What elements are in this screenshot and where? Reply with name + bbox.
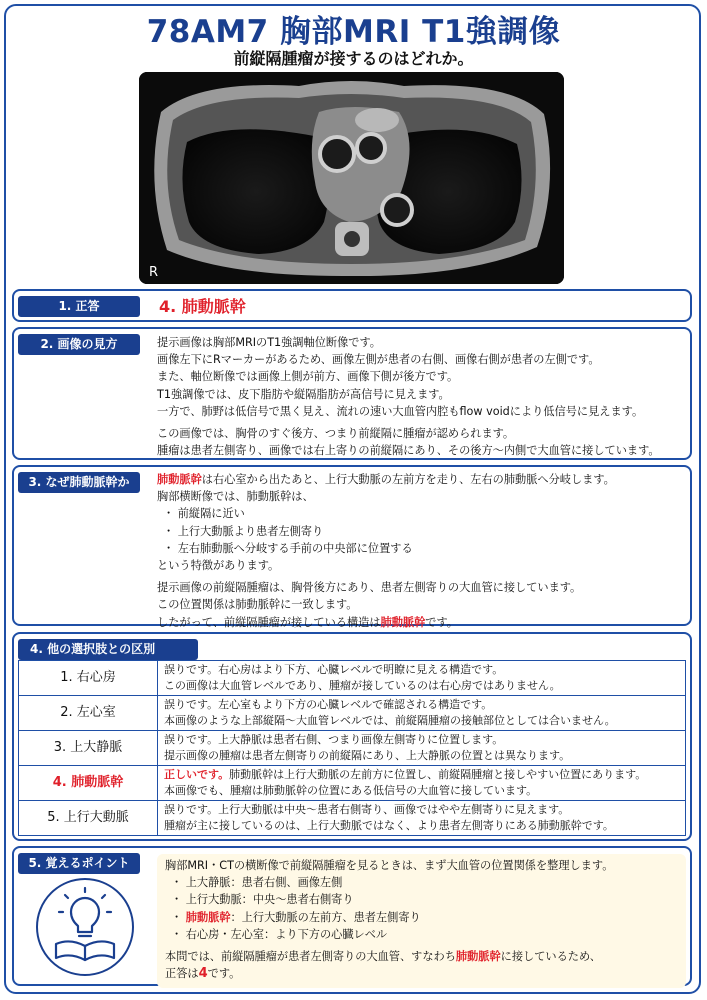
choice-line: 本画像でも、腫瘤は肺動脈幹の位置にある低信号の大血管に接しています。 — [164, 784, 538, 797]
bullet-line: ・ 上行大動脈より患者左側寄り — [163, 524, 324, 538]
choice-desc — [158, 801, 686, 836]
text-line — [165, 965, 613, 982]
text-line: この位置関係は肺動脈幹に一致します。 — [157, 598, 358, 612]
text-line — [157, 614, 615, 631]
correct-lead: 正しいです。 — [164, 768, 230, 781]
section-key-points-label: 5. 覚えるポイント — [18, 853, 140, 874]
choice-line: 腫瘤が主に接しているのは、上行大動脈ではなく、より患者左側寄りにある肺動脈幹です。 — [164, 819, 614, 832]
choice-desc — [158, 766, 686, 801]
highlight-term: 肺動脈幹 — [157, 473, 202, 486]
text-line: この画像では、胸骨のすぐ後方、つまり前縦隔に腫瘤が認められます。 — [157, 427, 515, 441]
question-text: 前縦隔腫瘤が接するのはどれか。 — [233, 49, 474, 68]
text-line: 提示画像は胸部MRIのT1強調軸位断像です。 — [157, 336, 381, 349]
section-image-reading-label: 2. 画像の見方 — [18, 334, 140, 355]
correct-answer: 4. 肺動脈幹 — [159, 297, 246, 316]
text-span: ・ — [171, 910, 186, 924]
table-row-correct — [19, 766, 686, 801]
text-line: という特徴があります。 — [157, 559, 280, 573]
text-line: 提示画像の前縦隔腫瘤は、胸骨後方にあり、患者左側寄りの大血管に接しています。 — [157, 581, 582, 595]
choice-name: 4. 肺動脈幹 — [19, 766, 158, 801]
choice-line: 本画像のような上部縦隔〜大血管レベルでは、前縦隔腫瘤の接触部位としては合いません。 — [164, 714, 616, 727]
section-distinguish-label: 4. 他の選択肢との区別 — [18, 639, 198, 660]
text-line: 腫瘤は患者左側寄り、画像では右上寄りの前縦隔にあり、その後方〜内側で大血管に接しています。 — [157, 444, 660, 458]
key-points-text — [165, 857, 613, 982]
choice-name: 1. 右心房 — [19, 661, 158, 696]
section-reason-label: 3. なぜ肺動脈幹か — [18, 472, 140, 493]
bullet-line: ・ 上大静脈：患者右側、画像左側 — [171, 876, 343, 890]
section-key-points — [12, 846, 692, 986]
text-line — [165, 948, 613, 965]
section-answer — [12, 289, 692, 322]
choice-line: この画像は大血管レベルであり、腫瘤が接しているのは右心房ではありません。 — [164, 679, 561, 692]
table-row — [19, 696, 686, 731]
section-reason — [12, 465, 692, 629]
bullet-line: ・ 左右肺動脈へ分岐する手前の中央部に位置する — [163, 541, 413, 555]
text-line: 画像左下にRマーカーがあるため、画像左側が患者の右側、画像右側が患者の左側です。 — [157, 353, 600, 367]
choices-table — [18, 660, 686, 836]
text-line: 胸部MRI・CTの横断像で前縦隔腫瘤を見るときは、まず大血管の位置関係を整理します。 — [165, 859, 614, 872]
text-line: 胸部横断像では、肺動脈幹は、 — [157, 490, 314, 504]
text-line: また、軸位断像では画像上側が前方、画像下側が後方です。 — [157, 370, 459, 384]
text-span: 本問では、前縦隔腫瘤が患者左側寄りの大血管、すなわち — [165, 950, 456, 964]
choice-desc — [158, 661, 686, 696]
choice-line — [164, 767, 685, 783]
highlight-term: 肺動脈幹 — [380, 615, 426, 629]
text-span: 正答は — [165, 967, 199, 981]
choice-name: 3. 上大静脈 — [19, 731, 158, 766]
text-line — [157, 471, 615, 488]
text-span: は右心室から出たあと、上行大動脈の左前方を走り、左右の肺動脈へ分岐します。 — [201, 473, 615, 486]
text-line: T1強調像では、皮下脂肪や縦隔脂肪が高信号に見えます。 — [157, 387, 450, 401]
image-reading-text — [157, 334, 660, 459]
highlight-term: 肺動脈幹 — [185, 910, 231, 924]
choice-name: 5. 上行大動脈 — [19, 801, 158, 836]
section-image-reading — [12, 327, 692, 460]
table-row — [19, 801, 686, 836]
text-span: 肺動脈幹は上行大動脈の左前方に位置し、前縦隔腫瘤と接しやすい位置にあります。 — [229, 768, 647, 781]
choice-line: 誤りです。右心房はより下方、心臓レベルで明瞭に見える構造です。 — [164, 663, 504, 676]
highlight-term: 肺動脈幹 — [455, 950, 501, 964]
page-title: 78AM7 胸部MRI T1強調像 — [146, 14, 561, 50]
choice-desc — [158, 696, 686, 731]
r-marker: R — [149, 265, 159, 280]
bullet-line: ・ 上行大動脈：中央〜患者右側寄り — [171, 893, 354, 907]
text-line: 一方で、肺野は低信号で黒く見え、流れの速い大血管内腔もflow voidにより低信号に見えます。 — [157, 404, 644, 418]
table-row — [19, 731, 686, 766]
mri-image — [139, 72, 564, 284]
text-span: ：上行大動脈の左前方、患者左側寄り — [230, 910, 421, 924]
bullet-line: ・ 右心房・左心室：より下方の心臓レベル — [171, 927, 388, 941]
text-span: です。 — [425, 615, 458, 629]
table-row — [19, 661, 686, 696]
highlight-answer: 4 — [198, 966, 208, 982]
section-answer-label: 1. 正答 — [18, 296, 140, 317]
bullet-line: ・ 前縦隔に近い — [163, 507, 245, 521]
bullet-line — [165, 909, 613, 926]
text-span: です。 — [207, 967, 241, 981]
choice-desc — [158, 731, 686, 766]
choice-line: 提示画像の腫瘤は患者左側寄りの前縦隔にあり、上大静脈の位置とは異なります。 — [164, 749, 571, 762]
text-span: に接しているため、 — [500, 950, 601, 964]
section-distinguish — [12, 632, 692, 841]
lightbulb-book-icon — [36, 878, 134, 976]
choice-line: 誤りです。左心室もより下方の心臓レベルで確認される構造です。 — [164, 698, 493, 711]
reason-text — [157, 471, 615, 631]
choice-line: 誤りです。上行大動脈は中央〜患者右側寄り、画像ではやや左側寄りに見えます。 — [164, 803, 570, 816]
choice-line: 誤りです。上大静脈は患者右側、つまり画像左側寄りに位置します。 — [164, 733, 504, 746]
choice-name: 2. 左心室 — [19, 696, 158, 731]
key-points-note — [157, 854, 686, 988]
text-span: したがって、前縦隔腫瘤が接している構造は — [157, 615, 381, 629]
